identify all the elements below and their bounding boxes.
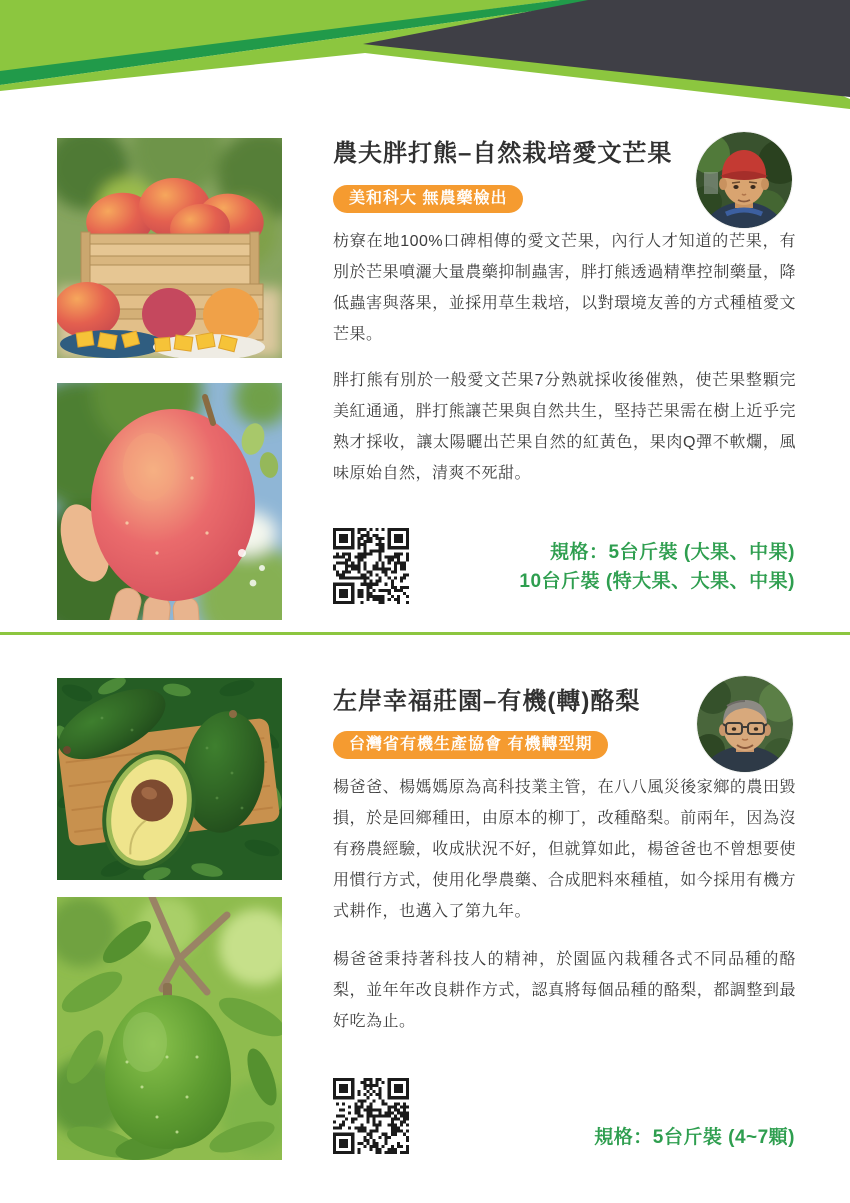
header-banner bbox=[0, 0, 850, 115]
qr-code-avocado bbox=[333, 1078, 409, 1154]
hand-holding-mango-photo bbox=[57, 383, 282, 620]
section1-paragraph-1: 枋寮在地100%口碑相傳的愛文芒果，內行人才知道的芒果，有別於芒果噴灑大量農藥抑制蟲害，胖打熊透過精準控制藥量，降低蟲害與落果，並採用草生栽培，以對環境友善的方式種植愛文芒果。 bbox=[333, 233, 796, 343]
section2-paragraph-2: 楊爸爸秉持著科技人的精神，於園區內栽種各式不同品種的酪梨，並年年改良耕作方式，認真將每個品種的酪梨，都調整到最好吃為止。 bbox=[333, 951, 796, 1030]
section1-spec bbox=[519, 538, 795, 596]
mango-crate-photo bbox=[57, 138, 282, 358]
section2-spec bbox=[594, 1123, 795, 1152]
section2-cert-badge: 台灣省有機生產協會 有機轉型期 bbox=[333, 731, 608, 759]
section2-paragraph-1: 楊爸爸、楊媽媽原為高科技業主管，在八八風災後家鄉的農田毀損，於是回鄉種田，由原本的柳丁，改種酪梨。前兩年，因為沒有務農經驗，收成狀況不好，但就算如此，楊爸爸也不曾想要使用慣行方式，使用化學農藥、合成肥料來種植，如今採用有機方式耕作，也邁入了第九年。 bbox=[333, 779, 796, 920]
spec-line: 規格：5台斤裝 (大果、中果) bbox=[549, 542, 795, 563]
section1-title: 農夫胖打熊–自然栽培愛文芒果 bbox=[333, 140, 673, 167]
section2-title: 左岸幸福莊園–有機(轉)酪梨 bbox=[333, 688, 641, 715]
section-divider bbox=[0, 632, 850, 635]
avocados-on-board-photo bbox=[57, 678, 282, 880]
qr-code-mango bbox=[333, 528, 409, 604]
spec-line: 規格：5台斤裝 (4~7顆) bbox=[594, 1127, 795, 1148]
farmer-avatar-glasses bbox=[697, 676, 793, 772]
avocado-on-tree-photo bbox=[57, 897, 282, 1160]
section1-cert-badge: 美和科大 無農藥檢出 bbox=[333, 185, 523, 213]
section1-paragraph-2: 胖打熊有別於一般愛文芒果7分熟就採收後催熟，使芒果整顆完美紅通通，胖打熊讓芒果與自然共生，堅持芒果需在樹上近乎完熟才採收，讓太陽曬出芒果自然的紅黃色，果肉Q彈不軟爛，風味原始自然，清爽不死甜。 bbox=[333, 372, 796, 482]
banner-shapes bbox=[0, 0, 850, 115]
farmer-avatar-red-cap bbox=[696, 132, 792, 228]
spec-line: 10台斤裝 (特大果、大果、中果) bbox=[519, 571, 795, 592]
